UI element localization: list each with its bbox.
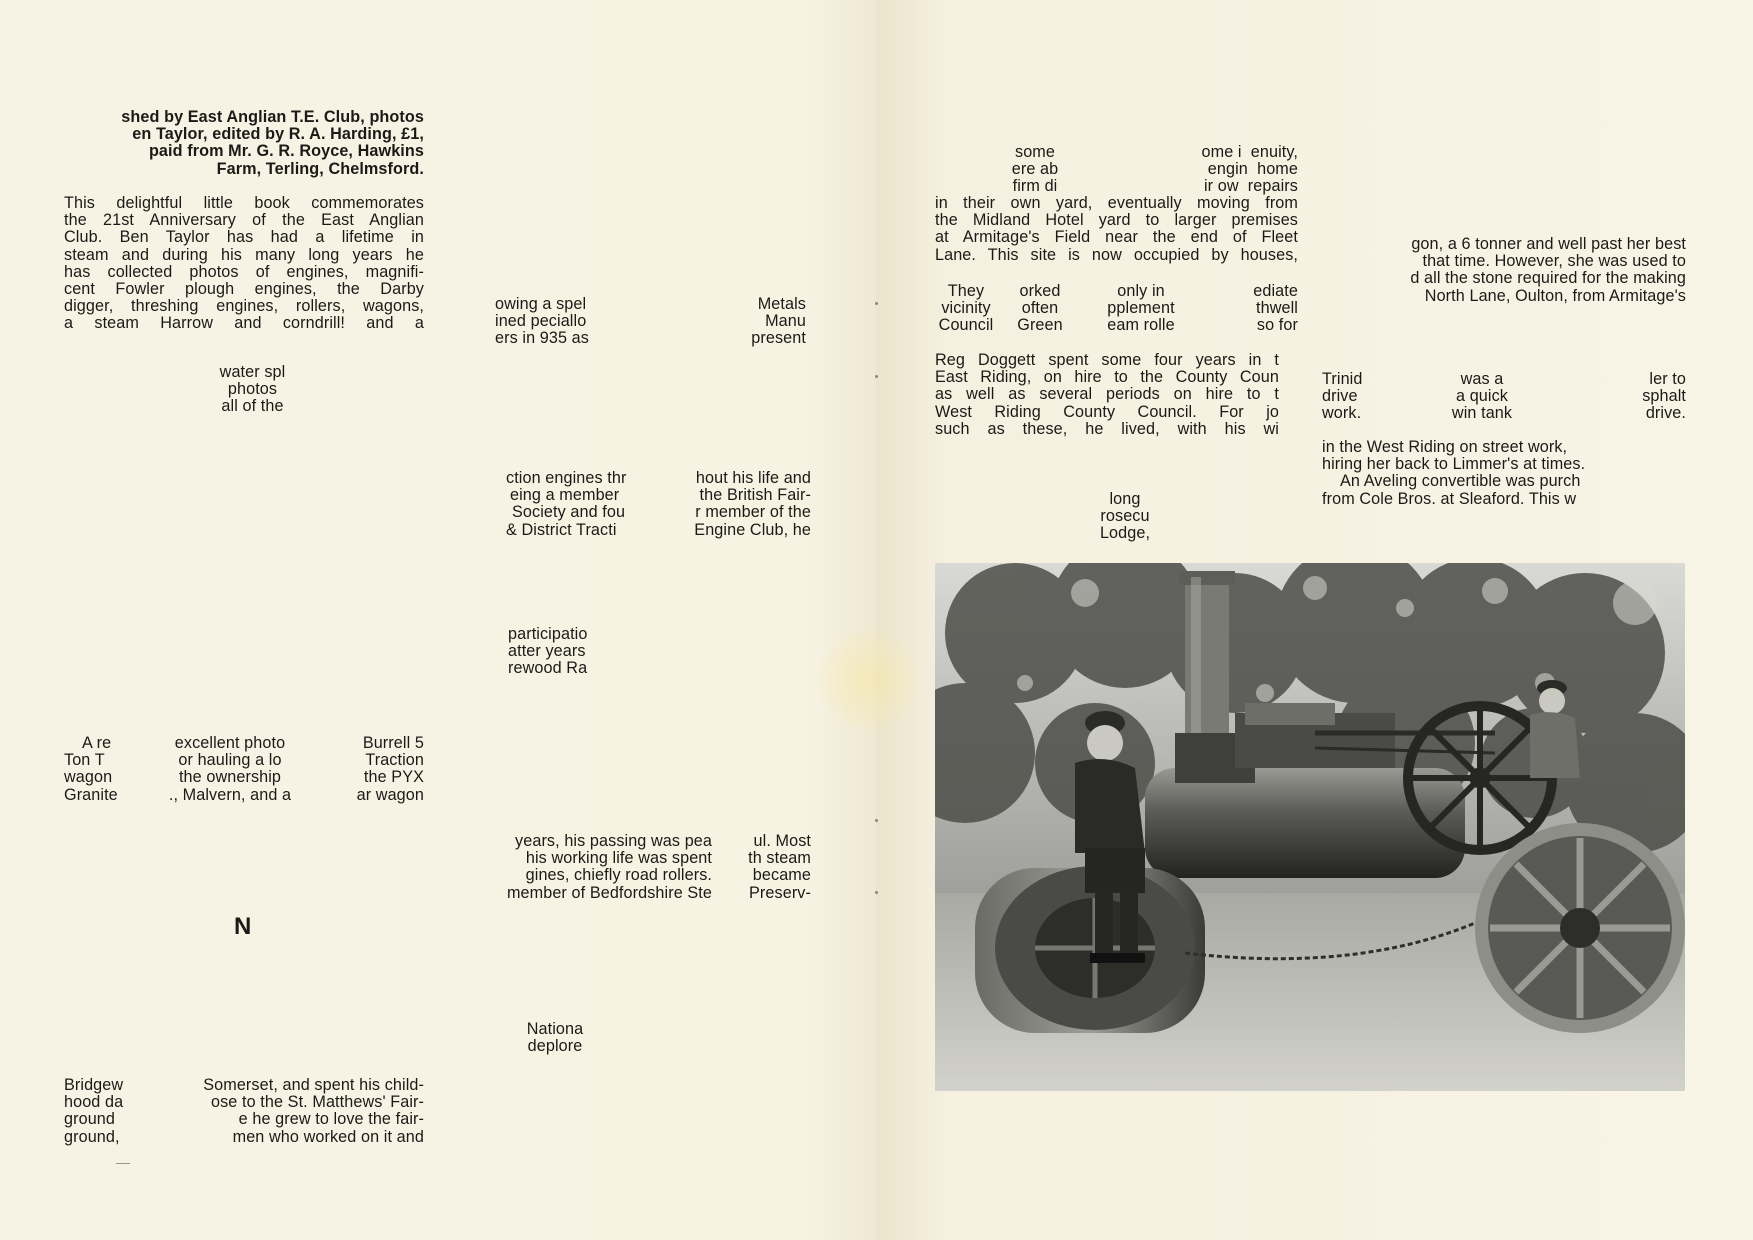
text-line: cent Fowler plough engines, the Darby (64, 280, 424, 299)
divider (116, 1163, 130, 1164)
fragment-owing-b (720, 296, 806, 348)
text-line: excellent photo (174, 734, 286, 752)
text-line: became (752, 866, 811, 885)
text-line: ers in 935 as (495, 329, 589, 348)
text-line: North Lane, Oulton, from Armitage's (1424, 286, 1686, 305)
steam-roller-illustration (935, 563, 1685, 1091)
text-line: Engine Club, he (694, 520, 811, 539)
text-line: ground (64, 1110, 116, 1129)
text-line: Metals (757, 295, 806, 313)
text-line: some (1015, 143, 1055, 161)
fragment-years-a (465, 833, 712, 902)
text-line: shed by East Anglian T.E. Club, photos (121, 108, 424, 126)
text-line: Bridgew (64, 1076, 124, 1094)
text-line: A re (82, 734, 112, 752)
text-line: ediate (1253, 282, 1298, 300)
text-line: This delightful little book commemorates (64, 194, 424, 212)
text-line: a quick (1456, 387, 1508, 406)
text-line: in the West Riding on street work, (1322, 438, 1568, 456)
text-line: Manu (765, 312, 806, 331)
text-line: only in (1117, 282, 1165, 300)
text-line: often (1021, 299, 1059, 318)
text-line: & District Tracti (506, 520, 617, 539)
text-line: member of Bedfordshire Ste (506, 883, 712, 902)
text-line: men who worked on it and (232, 1127, 424, 1146)
text-line: drive. (1645, 404, 1686, 423)
fragment-ction-b (670, 470, 811, 539)
text-line: digger, threshing engines, rollers, wagons, (64, 297, 424, 316)
text-line: steam and during his many long years he (64, 245, 424, 264)
text-line: the 21st Anniversary of the East Anglian (64, 211, 424, 230)
text-line: Nationa (526, 1020, 584, 1038)
text-line: atter years (508, 642, 586, 661)
paragraph-west (1322, 439, 1672, 508)
fragment-owing-a (495, 296, 625, 348)
text-line: Burrell 5 (362, 734, 424, 752)
paragraph-yard (935, 195, 1298, 264)
text-line: gon, a 6 tonner and well past her best (1411, 235, 1686, 253)
text-line: Council (938, 316, 994, 335)
text-line: rosecu (1100, 507, 1150, 526)
text-line: from Cole Bros. at Sleaford. This w (1322, 489, 1577, 508)
text-line: ose to the St. Matthews' Fair- (210, 1093, 424, 1112)
text-line: ar wagon (356, 785, 424, 804)
text-line: Trinid (1322, 370, 1363, 388)
fragment-particip (508, 626, 628, 678)
text-line: ler to (1649, 370, 1686, 388)
text-line: th steam (748, 849, 811, 868)
fragment-they-c (1098, 283, 1184, 335)
text-line: engin home (1207, 160, 1298, 179)
text-line: Somerset, and spent his child- (203, 1076, 424, 1094)
fragment-years-b (730, 833, 811, 902)
page-stain (818, 630, 918, 730)
text-line: participatio (508, 625, 588, 643)
text-line: Granite (64, 785, 118, 804)
text-line: Society and fou (512, 503, 626, 522)
text-line: water spl (219, 363, 286, 381)
text-line: East Riding, on hire to the County Coun (935, 368, 1279, 387)
text-line: ined peciallo (495, 312, 587, 331)
text-line: An Aveling convertible was purch (1340, 472, 1581, 491)
fragment-ction-a (506, 470, 656, 539)
gutter-mark (875, 891, 878, 894)
text-line: long (1109, 490, 1141, 508)
text-line: so for (1256, 316, 1298, 335)
text-line: present (751, 329, 806, 348)
text-line: firm di (1012, 177, 1058, 196)
drop-cap-letter: N (234, 913, 252, 940)
text-line: ome i enuity, (1201, 143, 1298, 161)
fragment-bridgew-b (170, 1077, 424, 1146)
text-line: was a (1460, 370, 1504, 388)
text-line: pplement (1107, 299, 1175, 318)
fragment-burrell-a (64, 735, 134, 804)
text-line: hout his life and (695, 469, 811, 487)
book-review-header (70, 109, 424, 178)
text-line: his working life was spent (525, 849, 712, 868)
text-line: Lane. This site is now occupied by houses, (935, 245, 1298, 264)
text-line: Green (1017, 316, 1063, 335)
text-line: has collected photos of engines, magnifi- (64, 262, 424, 281)
text-line: orked (1019, 282, 1061, 300)
fragment-some-a (985, 144, 1085, 196)
gutter-mark (875, 302, 878, 305)
steam-roller-photo (935, 563, 1685, 1091)
text-line: in their own yard, eventually moving from (935, 194, 1298, 212)
text-line: Lodge, (1099, 524, 1151, 543)
fragment-some-b (1160, 144, 1298, 196)
text-line: such as these, he lived, with his wi (935, 419, 1279, 438)
text-line: hiring her back to Limmer's at times. (1322, 455, 1586, 474)
fragment-burrell-b (155, 735, 305, 804)
text-line: en Taylor, edited by R. A. Harding, £1, (132, 125, 424, 144)
fragment-they-a (935, 283, 997, 335)
book-review-body (64, 195, 424, 333)
text-line: years, his passing was pea (515, 832, 712, 850)
text-line: deplore (527, 1037, 583, 1056)
fragment-trinid-b (1432, 371, 1532, 423)
fragment-long (1085, 491, 1165, 543)
text-line: They (947, 282, 985, 300)
text-line: West Riding County Council. For jo (935, 402, 1279, 421)
text-line: ction engines thr (506, 469, 627, 487)
text-line: win tank (1451, 404, 1513, 423)
text-line: e he grew to love the fair- (238, 1110, 424, 1129)
text-line: vicinity (941, 299, 991, 318)
text-line: ere ab (1011, 160, 1059, 179)
fragment-water (200, 364, 305, 416)
text-line: thwell (1256, 299, 1298, 318)
text-line: Farm, Terling, Chelmsford. (216, 159, 424, 178)
fragment-burrell-c (334, 735, 424, 804)
text-line: or hauling a lo (178, 751, 282, 770)
text-line: Traction (365, 751, 424, 770)
text-line: ul. Most (753, 832, 811, 850)
text-line: that time. However, she was used to (1422, 252, 1686, 271)
fragment-bridgew-a (64, 1077, 144, 1146)
text-line: all of the (221, 397, 284, 416)
fragment-they-b (1012, 283, 1068, 335)
gutter-mark (875, 375, 878, 378)
fragment-nationa (500, 1021, 610, 1055)
text-line: d all the stone required for the making (1410, 269, 1686, 288)
fragment-they-d (1220, 283, 1298, 335)
text-line: eing a member (510, 486, 620, 505)
text-line: eam rolle (1107, 316, 1175, 335)
paragraph-gon (1330, 236, 1686, 305)
text-line: hood da (64, 1093, 124, 1112)
text-line: r member of the (695, 503, 811, 522)
text-line: the Midland Hotel yard to larger premises (935, 211, 1298, 230)
left-page (0, 0, 876, 1240)
text-line: Preserv- (749, 883, 811, 902)
text-line: the British Fair- (699, 486, 811, 505)
text-line: paid from Mr. G. R. Royce, Hawkins (148, 142, 424, 161)
text-line: wagon (64, 768, 113, 787)
text-line: sphalt (1642, 387, 1686, 406)
gutter-mark (875, 819, 878, 822)
text-line: at Armitage's Field near the end of Fleet (935, 228, 1298, 247)
text-line: owing a spel (495, 295, 587, 313)
text-line: Reg Doggett spent some four years in t (935, 351, 1279, 369)
text-line: ground, (64, 1127, 120, 1146)
text-line: ., Malvern, and a (168, 785, 292, 804)
fragment-trinid-c (1600, 371, 1686, 423)
text-line: the PYX (363, 768, 424, 787)
text-line: work. (1322, 404, 1362, 423)
text-line: a steam Harrow and corndrill! and a (64, 314, 424, 333)
text-line: photos (227, 380, 278, 399)
text-line: ir ow repairs (1203, 177, 1298, 196)
fragment-trinid-a (1322, 371, 1392, 423)
text-line: Club. Ben Taylor has had a lifetime in (64, 228, 424, 247)
text-line: drive (1322, 387, 1358, 406)
paragraph-reg (935, 352, 1279, 438)
text-line: gines, chiefly road rollers. (525, 866, 712, 885)
text-line: Ton T (64, 751, 105, 770)
text-line: the ownership (178, 768, 282, 787)
text-line: rewood Ra (508, 659, 588, 678)
text-line: as well as several periods on hire to t (935, 385, 1279, 404)
